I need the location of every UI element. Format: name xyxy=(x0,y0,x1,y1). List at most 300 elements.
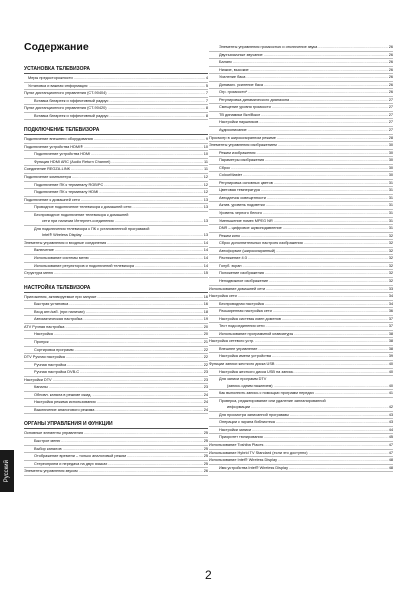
toc-entry-title: Растяжение 4:3 xyxy=(219,256,247,261)
toc-entry xyxy=(24,377,208,385)
toc-entry xyxy=(209,323,393,331)
toc-entry xyxy=(209,450,393,458)
toc-entry-page: 26 xyxy=(388,82,393,87)
toc-leader-dots xyxy=(81,197,203,204)
toc-entry-page: 14 xyxy=(203,240,208,245)
toc-entry-page: 26 xyxy=(203,469,208,474)
toc-entry-title: Стереоприем и передача на двух языках xyxy=(34,461,108,466)
toc-leader-dots xyxy=(294,331,387,338)
toc-entry xyxy=(24,182,208,190)
toc-leader-dots xyxy=(50,339,203,346)
toc-entry xyxy=(24,316,208,324)
language-tab-label: Русский xyxy=(4,459,10,483)
toc-leader-dots xyxy=(274,180,388,187)
toc-entry xyxy=(24,294,208,302)
toc-leader-dots xyxy=(97,399,203,406)
toc-entry-page: 26 xyxy=(388,67,393,72)
toc-leader-dots xyxy=(108,461,202,468)
toc-entry-page: 27 xyxy=(388,120,393,125)
toc-entry-page: 32 xyxy=(388,263,393,268)
toc-entry-page: 11 xyxy=(204,167,208,172)
toc-entry-page: 30 xyxy=(388,173,393,178)
toc-leader-dots xyxy=(92,392,202,399)
toc-entry-title: Огр. громкости* xyxy=(219,90,248,95)
toc-entry-page: 47 xyxy=(388,450,393,455)
toc-entry-page: 40 xyxy=(388,361,393,366)
toc-entry xyxy=(24,369,208,377)
toc-entry xyxy=(209,286,393,294)
toc-leader-dots xyxy=(266,202,388,209)
toc-leader-dots xyxy=(67,362,203,369)
toc-entry-title: Настройка xyxy=(34,332,53,337)
toc-leader-dots xyxy=(282,316,388,323)
toc-leader-dots xyxy=(243,172,388,179)
toc-entry-page: 30 xyxy=(388,150,393,155)
toc-entry xyxy=(209,104,393,112)
toc-entry-title: Элементы управления звуком xyxy=(24,469,78,474)
toc-entry xyxy=(24,197,208,205)
toc-leader-dots xyxy=(49,384,203,391)
toc-entry xyxy=(209,353,393,361)
language-tab xyxy=(0,450,14,492)
toc-entry-title: Подключение к домашней сети xyxy=(24,197,80,202)
toc-entry-title: (запись одним нажатием) xyxy=(227,383,273,388)
toc-entry-page: 24 xyxy=(203,407,208,412)
toc-entry-page: 10 xyxy=(203,144,208,149)
toc-entry xyxy=(24,430,208,438)
toc-entry-page: 33 xyxy=(388,286,393,291)
toc-entry-title: Автоформат (широкоэкранный) xyxy=(219,248,276,253)
toc-entry-page: 40 xyxy=(388,369,393,374)
toc-leader-dots xyxy=(318,44,387,51)
toc-entry-title: Включение xyxy=(34,248,54,253)
toc-entry-title: Обновл. канала в режиме ожид. xyxy=(34,392,92,397)
toc-entry-title: информации xyxy=(227,405,250,410)
toc-leader-dots xyxy=(72,174,203,181)
toc-entry-title: Ручная настройка xyxy=(34,362,67,367)
toc-entry-title: Динамич. усиление баса xyxy=(219,82,264,87)
toc-entry xyxy=(209,218,393,226)
toc-leader-dots xyxy=(248,127,388,134)
toc-entry xyxy=(24,331,208,339)
toc-entry xyxy=(209,202,393,210)
toc-leader-dots xyxy=(115,218,203,225)
toc-entry-page: 12 xyxy=(203,175,208,180)
toc-leader-dots xyxy=(273,308,388,315)
toc-entry xyxy=(209,180,393,188)
toc-entry-page: 28 xyxy=(388,135,393,140)
toc-leader-dots xyxy=(267,195,388,202)
toc-entry-title: Параметры изображения xyxy=(219,158,265,163)
toc-entry-page: 7 xyxy=(205,91,208,96)
toc-entry-title: Настройка сетевого устр. xyxy=(209,339,255,344)
toc-entry-page: 25 xyxy=(203,438,208,443)
toc-entry-title: Баланс xyxy=(219,60,233,65)
toc-entry-page: 12 xyxy=(203,190,208,195)
toc-leader-dots xyxy=(255,338,388,345)
toc-entry-title: Имя устройства Intel® Wireless Display xyxy=(219,465,288,470)
toc-entry xyxy=(209,263,393,271)
toc-entry-page: 31 xyxy=(388,195,393,200)
toc-leader-dots xyxy=(69,301,202,308)
toc-entry-page: 8 xyxy=(205,113,208,118)
toc-entry-title: Элементы управления громкостью и отключение звука xyxy=(219,45,318,49)
toc-leader-dots xyxy=(135,263,203,270)
toc-section-heading: ОРГАНЫ УПРАВЛЕНИЯ И ФУНКЦИИ xyxy=(24,421,208,429)
toc-entry xyxy=(24,324,208,332)
toc-leader-dots xyxy=(99,189,202,196)
toc-entry xyxy=(209,412,393,420)
toc-entry-title: сети при наличии Интернет-соединения xyxy=(42,219,114,224)
toc-entry-page: 14 xyxy=(203,256,208,261)
toc-leader-dots xyxy=(272,104,388,111)
toc-leader-dots xyxy=(277,135,388,142)
toc-leader-dots xyxy=(252,427,388,434)
toc-entry-title: Настройка сети xyxy=(209,294,237,299)
toc-leader-dots xyxy=(265,323,387,330)
toc-leader-dots xyxy=(84,144,203,151)
toc-entry-title: Внешнее управление xyxy=(219,346,258,351)
toc-entry-title: Отображение времени – только аналоговый режим xyxy=(34,454,126,459)
toc-leader-dots xyxy=(79,468,203,475)
toc-entry-page: 32 xyxy=(388,271,393,276)
toc-entry-page: 38 xyxy=(388,346,393,351)
toc-leader-dots xyxy=(269,278,388,285)
toc-entry-title: Вставка батареек и эффективный радиус xyxy=(34,113,109,118)
toc-entry xyxy=(24,399,208,407)
toc-entry-page: 26 xyxy=(388,52,393,57)
toc-entry xyxy=(24,113,208,121)
toc-entry-page: 31 xyxy=(388,218,393,223)
toc-entry-page: 48 xyxy=(388,458,393,463)
toc-leader-dots xyxy=(264,434,388,441)
toc-entry-title: Использование домашней сети xyxy=(209,286,266,291)
toc-entry-title: Актив. уровень подсветки xyxy=(219,203,265,208)
toc-entry-title: Расширенная настройка сети xyxy=(219,309,272,314)
toc-entry-page: 44 xyxy=(388,427,393,432)
toc-entry-title: Функции записи жесткого диска USB xyxy=(209,361,275,366)
toc-entry-title: Каналы xyxy=(34,385,48,390)
toc-entry-title: Настройки записи xyxy=(219,427,252,432)
toc-section-heading: ПОДКЛЮЧЕНИЕ ТЕЛЕВИЗОРА xyxy=(24,127,208,135)
toc-entry-page: 31 xyxy=(388,203,393,208)
toc-entry-page: 5 xyxy=(205,83,208,88)
toc-entry xyxy=(209,44,393,52)
toc-entry xyxy=(24,90,208,98)
toc-entry xyxy=(209,270,393,278)
toc-entry-page: 40 xyxy=(388,383,393,388)
toc-entry xyxy=(209,457,393,465)
toc-entry-title: Быстрая установка xyxy=(34,302,69,307)
toc-leader-dots xyxy=(263,210,388,217)
toc-leader-dots xyxy=(265,157,388,164)
toc-left-column xyxy=(24,66,208,476)
toc-entry-title: Проводное подключение телевизора к домашней сети xyxy=(34,205,132,210)
toc-entry-title: Пульт дистанционного управления (CT-90420) xyxy=(24,106,107,111)
toc-entry-page: 23 xyxy=(203,385,208,390)
toc-entry xyxy=(24,362,208,370)
toc-entry xyxy=(209,67,393,75)
toc-entry-title: Режим кино xyxy=(219,233,241,238)
toc-entry-page: 14 xyxy=(203,263,208,268)
toc-entry-title: Настройка имени устройства xyxy=(219,354,272,359)
toc-entry xyxy=(24,270,208,278)
toc-entry-title: Меры предосторожности xyxy=(28,76,73,80)
toc-entry-title: Подключение устройства HDMI® xyxy=(24,144,83,149)
toc-entry xyxy=(24,468,208,476)
toc-entry xyxy=(209,338,393,346)
toc-leader-dots xyxy=(84,430,203,437)
toc-entry-page: 22 xyxy=(203,347,208,352)
toc-entry xyxy=(24,392,208,400)
toc-entry xyxy=(209,89,393,97)
toc-entry xyxy=(209,233,393,241)
toc-entry-page: 21 xyxy=(203,339,208,344)
toc-entry-page: 37 xyxy=(388,324,393,329)
toc-entry xyxy=(24,247,208,255)
toc-entry-title: Как выполнить запись с помощью программ передач xyxy=(219,391,314,396)
toc-entry-title: Беспроводное подключение телевизора к домашней xyxy=(34,212,129,217)
toc-leader-dots xyxy=(83,316,202,323)
toc-entry-title: Неподвижное изображение xyxy=(219,278,269,283)
toc-leader-dots xyxy=(132,204,202,211)
toc-leader-dots xyxy=(97,294,202,301)
toc-entry-title: Сортировка программ xyxy=(34,347,74,352)
toc-leader-dots xyxy=(274,218,388,225)
toc-entry xyxy=(209,419,393,427)
toc-leader-dots xyxy=(74,347,202,354)
toc-entry xyxy=(24,218,208,226)
toc-leader-dots xyxy=(265,270,388,277)
toc-entry-page: 48 xyxy=(388,465,393,470)
toc-entry-title: Приоритет тюнирования xyxy=(219,435,263,440)
toc-leader-dots xyxy=(231,165,388,172)
toc-entry xyxy=(209,465,393,473)
toc-entry xyxy=(24,240,208,248)
toc-entry-title: ColourMaster xyxy=(219,173,243,178)
toc-leader-dots xyxy=(248,89,388,96)
toc-entry-page: 23 xyxy=(203,377,208,382)
toc-entry-title: Сброс дополнительных настроек изображения xyxy=(219,241,303,246)
toc-leader-dots xyxy=(261,112,388,119)
toc-entry-page: 36 xyxy=(388,309,393,314)
toc-entry-title: Низкие, высокие xyxy=(219,67,249,72)
toc-entry-title: Уровень черного белого xyxy=(219,211,262,216)
toc-entry xyxy=(209,135,393,143)
toc-leader-dots xyxy=(264,82,388,89)
toc-leader-dots xyxy=(63,446,203,453)
toc-entry xyxy=(209,390,393,398)
toc-entry-title: Усиление баса xyxy=(219,75,246,80)
toc-entry-title: Выключение аналогового режима xyxy=(34,407,95,412)
toc-entry-page: 27 xyxy=(388,128,393,133)
toc-entry xyxy=(209,52,393,60)
toc-entry-page: 31 xyxy=(388,180,393,185)
toc-entry xyxy=(24,453,208,461)
toc-entry xyxy=(209,165,393,173)
toc-entry xyxy=(24,166,208,174)
toc-entry xyxy=(24,255,208,263)
toc-entry xyxy=(209,248,393,256)
toc-entry-page: 30 xyxy=(388,143,393,148)
toc-entry-title: Регулировка динамического диапазона xyxy=(219,97,290,102)
toc-entry-page: 31 xyxy=(388,226,393,231)
toc-entry-title: Вход ант./каб. (при наличии) xyxy=(34,309,85,314)
toc-leader-dots xyxy=(104,182,202,189)
toc-section-heading: НАСТРОЙКА ТЕЛЕВИЗОРА xyxy=(24,285,208,293)
toc-entry-title: Использование программной клавиатуры xyxy=(219,331,294,336)
toc-entry-page: 20 xyxy=(203,332,208,337)
toc-leader-dots xyxy=(108,90,205,97)
toc-leader-dots xyxy=(246,74,387,81)
toc-entry xyxy=(209,331,393,339)
toc-entry-page: 25 xyxy=(203,454,208,459)
toc-leader-dots xyxy=(265,301,388,308)
toc-leader-dots xyxy=(108,105,205,112)
toc-entry-page: 25 xyxy=(203,431,208,436)
toc-entry xyxy=(209,172,393,180)
toc-leader-dots xyxy=(242,263,387,270)
toc-entry xyxy=(24,105,208,113)
toc-entry-page: 16 xyxy=(203,302,208,307)
toc-entry xyxy=(209,74,393,82)
toc-entry-page: 22 xyxy=(203,355,208,360)
toc-entry-title: Подключение ПК к терминалу RGB/PC xyxy=(34,182,104,187)
toc-entry-title: Основные элементы управления xyxy=(24,431,84,436)
toc-entry xyxy=(209,119,393,127)
toc-entry xyxy=(24,204,208,212)
toc-entry xyxy=(24,189,208,197)
toc-leader-dots xyxy=(74,75,205,82)
toc-entry-page: 32 xyxy=(388,248,393,253)
toc-entry-page: 20 xyxy=(203,324,208,329)
toc-entry xyxy=(209,210,393,218)
toc-entry xyxy=(209,404,393,412)
toc-entry xyxy=(209,278,393,286)
toc-leader-dots xyxy=(251,404,388,411)
toc-entry xyxy=(24,407,208,415)
toc-entry xyxy=(24,144,208,152)
toc-leader-dots xyxy=(80,369,203,376)
toc-leader-dots xyxy=(250,67,388,74)
toc-entry-title: Приложения, активируемые при запуске xyxy=(24,294,97,299)
toc-entry-title: Пропуск xyxy=(34,339,49,344)
toc-entry-title: Просмотр в широкоэкранном режиме xyxy=(209,135,276,140)
toc-leader-dots xyxy=(294,369,387,376)
toc-entry xyxy=(24,438,208,446)
page-number: 2 xyxy=(205,568,212,582)
toc-entry-page: 10 xyxy=(203,152,208,157)
toc-leader-dots xyxy=(55,247,203,254)
toc-entry-title: ТВ динамики Вкл/Выкл xyxy=(219,112,261,117)
toc-leader-dots xyxy=(107,240,202,247)
toc-entry xyxy=(24,159,208,167)
toc-entry xyxy=(24,339,208,347)
toc-entry-title: Элементы управления и входные соединения xyxy=(24,240,107,245)
toc-entry-title: Для просмотра записанной программы xyxy=(219,412,289,417)
toc-entry xyxy=(24,136,208,144)
toc-entry-title: Положение изображения xyxy=(219,271,264,276)
toc-leader-dots xyxy=(127,453,203,460)
toc-entry xyxy=(209,59,393,67)
toc-entry-page: 24 xyxy=(203,400,208,405)
toc-entry-title: Тест подсоединения сети xyxy=(219,324,265,329)
toc-entry xyxy=(209,308,393,316)
toc-entry-title: Intel® Wireless Display xyxy=(42,233,82,238)
toc-entry-page: 31 xyxy=(388,211,393,216)
page-title: Содержание xyxy=(24,41,89,53)
toc-entry xyxy=(24,384,208,392)
toc-entry-title: Подключение компьютера xyxy=(24,175,71,180)
toc-leader-dots xyxy=(71,166,203,173)
toc-entry-page: 30 xyxy=(388,158,393,163)
toc-leader-dots xyxy=(54,270,203,277)
toc-entry-page: 13 xyxy=(203,197,208,202)
toc-entry xyxy=(209,97,393,105)
toc-entry-page: 26 xyxy=(388,45,393,49)
toc-leader-dots xyxy=(109,113,204,120)
toc-entry-page: 12 xyxy=(203,182,208,187)
toc-entry xyxy=(209,361,393,369)
toc-entry xyxy=(24,446,208,454)
toc-entry-page: 8 xyxy=(205,106,208,111)
toc-entry-page: 13 xyxy=(203,219,208,224)
toc-entry xyxy=(209,195,393,203)
toc-entry xyxy=(24,301,208,309)
toc-entry-title: Использование Hybrid TV Standard (если это доступно) xyxy=(209,450,308,455)
toc-entry xyxy=(209,255,393,263)
toc-entry-title: Использование регуляторов и подключений телевизора xyxy=(34,263,135,268)
toc-section-heading: УСТАНОВКА ТЕЛЕВИЗОРА xyxy=(24,66,208,74)
toc-entry-title: Автоматическая настройка xyxy=(34,317,83,322)
toc-entry-title: Для записи программ DTV xyxy=(219,377,267,382)
toc-entry-page: 24 xyxy=(203,392,208,397)
toc-entry-page: 32 xyxy=(388,256,393,261)
toc-entry-page: 27 xyxy=(388,97,393,102)
toc-entry-page: 13 xyxy=(203,205,208,210)
toc-entry-title: Быстрое меню xyxy=(34,438,61,443)
toc-entry-title: Настройка режима использования xyxy=(34,400,96,405)
toc-entry-page: 41 xyxy=(388,391,393,396)
toc-entry xyxy=(209,112,393,120)
toc-entry-title: Подключение устройства HDMI xyxy=(34,152,91,157)
toc-entry-page: 19 xyxy=(203,317,208,322)
toc-leader-dots xyxy=(90,255,203,262)
toc-leader-dots xyxy=(89,83,205,90)
toc-entry xyxy=(209,240,393,248)
toc-entry xyxy=(209,127,393,135)
toc-entry-page: 47 xyxy=(388,442,393,447)
toc-leader-dots xyxy=(259,119,387,126)
toc-leader-dots xyxy=(278,457,388,464)
toc-leader-dots xyxy=(54,331,203,338)
toc-entry-title: Элементы управления изображением xyxy=(209,143,277,148)
toc-entry-title: Сброс xyxy=(219,165,231,170)
toc-entry-title: Функция HDMI ARC (Audio Return Channel) xyxy=(34,159,111,164)
toc-entry-page: 16 xyxy=(203,294,208,299)
toc-entry-page: 43 xyxy=(388,420,393,425)
toc-entry xyxy=(24,75,208,83)
toc-entry xyxy=(209,82,393,90)
toc-leader-dots xyxy=(256,150,387,157)
toc-right-column xyxy=(209,44,393,472)
toc-entry-page: 34 xyxy=(388,294,393,299)
toc-entry xyxy=(24,309,208,317)
toc-entry xyxy=(209,427,393,435)
toc-entry-title: Аудиоописание xyxy=(219,128,247,133)
toc-entry xyxy=(209,293,393,301)
toc-entry-title: Структура меню xyxy=(24,271,54,276)
